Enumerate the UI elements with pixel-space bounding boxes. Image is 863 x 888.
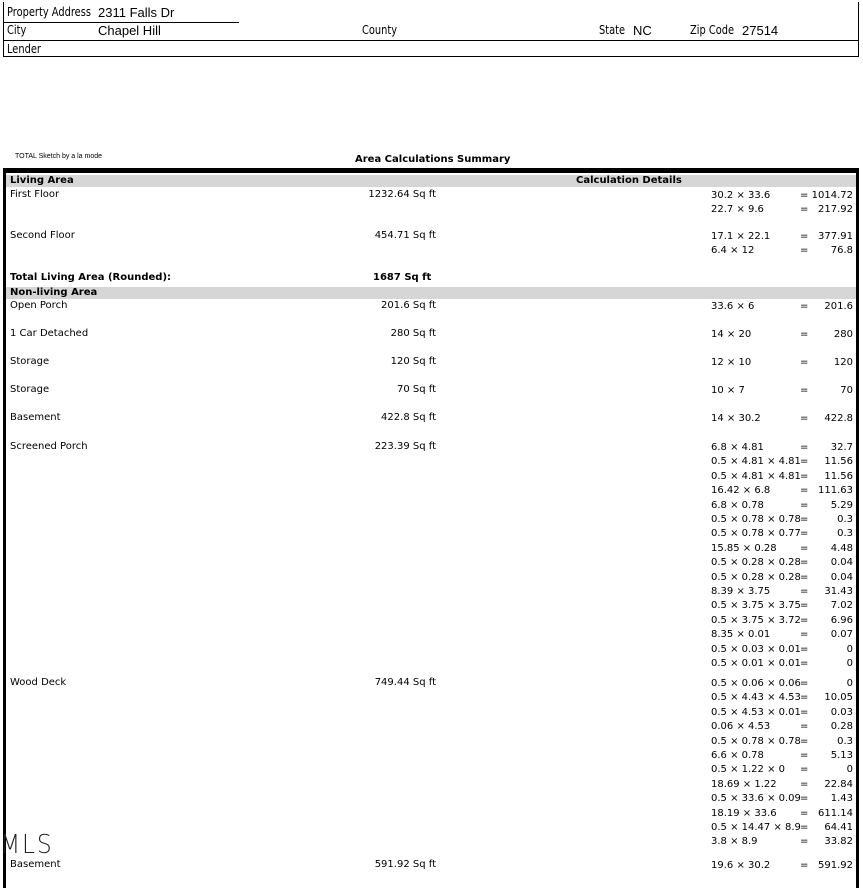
calc-expression: 12 × 10 — [711, 357, 752, 368]
summary-title: Area Calculations Summary — [355, 154, 511, 165]
calc-equals: = — [800, 735, 809, 747]
calc-details-header: Calculation Details — [576, 175, 682, 186]
zip-value: 27514 — [742, 23, 779, 38]
calc-result: 0 — [846, 658, 853, 669]
calc-expression: 0.5 × 4.81 × 4.81 — [711, 456, 801, 468]
calc-equals: = — [800, 456, 809, 468]
calc-expression: 0.5 × 0.78 × 0.77 — [711, 528, 801, 540]
county-label: County — [362, 23, 398, 37]
area-name: First Floor — [10, 189, 60, 200]
calc-equals: = — [800, 329, 809, 340]
calc-result: 0.04 — [830, 557, 853, 569]
calc-expression: 0.06 × 4.53 — [711, 721, 771, 733]
lender-label: Lender — [7, 42, 41, 56]
calc-expression: 6.4 × 12 — [711, 245, 755, 257]
area-name: Basement — [10, 859, 61, 870]
calc-equals: = — [800, 385, 809, 396]
area-name: Basement — [10, 412, 61, 423]
calc-result: 0.03 — [830, 706, 853, 718]
calc-expression: 19.6 × 30.2 — [711, 860, 771, 871]
calc-equals: = — [800, 357, 809, 368]
calc-equals: = — [800, 442, 809, 453]
calc-equals: = — [800, 807, 809, 819]
calc-equals: = — [800, 629, 809, 641]
calc-result: 111.63 — [818, 485, 853, 497]
state-value: NC — [633, 23, 652, 38]
zip-label: Zip Code — [690, 23, 735, 37]
calc-result: 6.96 — [830, 614, 853, 626]
calc-result: 33.82 — [824, 836, 853, 848]
address-row — [4, 4, 239, 23]
calc-result: 10.05 — [824, 692, 853, 704]
calc-expression: 0.5 × 4.81 × 4.81 — [711, 470, 801, 482]
address-label: Property Address — [7, 5, 91, 19]
calc-result: 0.04 — [830, 571, 853, 583]
calc-expression: 18.19 × 33.6 — [711, 807, 777, 819]
calc-result: 280 — [833, 329, 853, 340]
calc-expression: 0.5 × 33.6 × 0.09 — [711, 793, 801, 805]
calc-equals: = — [800, 528, 809, 540]
calc-equals: = — [800, 860, 809, 871]
calc-equals: = — [800, 413, 809, 424]
city-row — [4, 22, 858, 41]
calc-expression: 8.35 × 0.01 — [711, 629, 771, 641]
calc-equals: = — [800, 750, 809, 761]
area-value: 422.8 Sq ft — [381, 412, 436, 423]
area-value: 223.39 Sq ft — [374, 441, 436, 452]
city-label: City — [7, 23, 27, 37]
calc-equals: = — [800, 692, 809, 704]
calc-expression: 8.39 × 3.75 — [711, 586, 771, 597]
calc-result: 0 — [846, 643, 853, 655]
calc-equals: = — [800, 778, 809, 790]
calc-expression: 0.5 × 3.75 × 3.75 — [711, 600, 801, 612]
total-living-value: 1687 Sq ft — [373, 272, 432, 283]
area-value: 454.71 Sq ft — [374, 230, 436, 241]
calc-expression: 33.6 × 6 — [711, 301, 755, 312]
nonliving-area-header: Non-living Area — [10, 287, 98, 298]
area-name: Storage — [10, 384, 50, 395]
calc-expression: 0.5 × 0.28 × 0.28 — [711, 557, 801, 569]
calc-expression: 0.5 × 0.78 × 0.78 — [711, 735, 801, 747]
calc-result: 7.02 — [830, 600, 853, 612]
calc-expression: 6.6 × 0.78 — [711, 750, 764, 761]
calc-result: 11.56 — [824, 456, 853, 468]
calc-result: 422.8 — [824, 413, 853, 424]
calc-equals: = — [800, 571, 809, 583]
calc-expression: 0.5 × 0.28 × 0.28 — [711, 571, 801, 583]
area-name: Storage — [10, 356, 50, 367]
calc-expression: 3.8 × 8.9 — [711, 836, 758, 848]
calc-result: 0.3 — [837, 514, 853, 525]
calc-equals: = — [800, 586, 809, 597]
state-label: State — [599, 23, 626, 37]
calc-result: 32.7 — [830, 442, 853, 453]
calc-expression: 0.5 × 3.75 × 3.72 — [711, 614, 801, 626]
calc-equals: = — [800, 470, 809, 482]
calc-result: 1014.72 — [811, 190, 853, 201]
sketch-software-label: TOTAL Sketch by a la mode — [15, 153, 103, 160]
calc-equals: = — [800, 678, 809, 689]
calc-result: 22.84 — [824, 778, 853, 790]
calc-equals: = — [800, 301, 809, 312]
area-name: Open Porch — [10, 300, 68, 311]
area-value: 749.44 Sq ft — [374, 677, 436, 688]
calc-result: 4.48 — [830, 542, 853, 554]
property-info-box — [3, 2, 859, 57]
lender-row — [4, 41, 858, 59]
total-living-label: Total Living Area (Rounded): — [10, 272, 172, 283]
calc-expression: 0.5 × 4.43 × 4.53 — [711, 692, 801, 704]
calc-equals: = — [800, 485, 809, 497]
area-name: 1 Car Detached — [10, 328, 89, 339]
calc-expression: 16.42 × 6.8 — [711, 485, 771, 497]
calc-equals: = — [800, 614, 809, 626]
calc-equals: = — [800, 542, 809, 554]
area-value: 70 Sq ft — [396, 384, 436, 395]
address-value: 2311 Falls Dr — [98, 5, 175, 20]
calc-result: 31.43 — [824, 586, 853, 597]
calc-expression: 0.5 × 4.53 × 0.01 — [711, 706, 801, 718]
calc-equals: = — [800, 204, 809, 216]
calc-result: 217.92 — [818, 204, 853, 216]
living-area-band — [6, 175, 856, 187]
calc-result: 64.41 — [824, 822, 853, 833]
calc-expression: 0.5 × 0.78 × 0.78 — [711, 514, 801, 525]
calc-equals: = — [800, 231, 809, 242]
calc-result: 0.3 — [837, 735, 853, 747]
calc-expression: 10 × 7 — [711, 385, 745, 396]
calc-expression: 0.5 × 0.06 × 0.06 — [711, 678, 801, 689]
calc-result: 0.28 — [830, 721, 853, 733]
calc-equals: = — [800, 499, 809, 511]
calc-equals: = — [800, 836, 809, 848]
area-value: 1232.64 Sq ft — [368, 189, 436, 200]
calc-equals: = — [800, 600, 809, 612]
calc-expression: 14 × 30.2 — [711, 413, 761, 424]
calc-result: 5.29 — [830, 499, 853, 511]
calc-equals: = — [800, 793, 809, 805]
calc-expression: 17.1 × 22.1 — [711, 231, 771, 242]
calc-expression: 0.5 × 0.01 × 0.01 — [711, 658, 801, 669]
calc-result: 70 — [840, 385, 853, 396]
area-value: 591.92 Sq ft — [374, 859, 436, 870]
calc-expression: 0.5 × 14.47 × 8.9 — [711, 822, 801, 833]
calc-result: 5.13 — [830, 750, 853, 761]
calc-equals: = — [800, 706, 809, 718]
calc-result: 76.8 — [830, 245, 853, 257]
calc-expression: 0.5 × 0.03 × 0.01 — [711, 643, 801, 655]
calc-result: 120 — [833, 357, 853, 368]
calc-expression: 6.8 × 4.81 — [711, 442, 764, 453]
area-value: 201.6 Sq ft — [381, 300, 436, 311]
calc-result: 201.6 — [824, 301, 853, 312]
area-name: Wood Deck — [10, 677, 67, 688]
calc-expression: 0.5 × 1.22 × 0 — [711, 764, 786, 776]
calc-equals: = — [800, 643, 809, 655]
calc-result: 377.91 — [818, 231, 853, 242]
calc-expression: 30.2 × 33.6 — [711, 190, 771, 201]
calc-expression: 14 × 20 — [711, 329, 752, 340]
calc-equals: = — [800, 245, 809, 257]
calc-result: 0.3 — [837, 528, 853, 540]
calc-expression: 18.69 × 1.22 — [711, 778, 777, 790]
living-area-header: Living Area — [10, 175, 74, 186]
calc-equals: = — [800, 514, 809, 525]
calc-result: 591.92 — [818, 860, 853, 871]
mls-logo: MLS — [0, 830, 54, 860]
calc-equals: = — [800, 764, 809, 776]
calc-expression: 6.8 × 0.78 — [711, 499, 764, 511]
area-value: 120 Sq ft — [390, 356, 436, 367]
calc-result: 0 — [846, 764, 853, 776]
calc-result: 11.56 — [824, 470, 853, 482]
calc-equals: = — [800, 190, 809, 201]
calc-equals: = — [800, 658, 809, 669]
calc-equals: = — [800, 822, 809, 833]
calc-result: 1.43 — [830, 793, 853, 805]
calc-equals: = — [800, 721, 809, 733]
city-value: Chapel Hill — [98, 23, 161, 38]
nonliving-area-band — [6, 287, 856, 299]
calc-expression: 22.7 × 9.6 — [711, 204, 764, 216]
area-name: Screened Porch — [10, 441, 88, 452]
area-name: Second Floor — [10, 230, 75, 241]
calc-equals: = — [800, 557, 809, 569]
calc-expression: 15.85 × 0.28 — [711, 542, 777, 554]
calc-result: 0.07 — [830, 629, 853, 641]
area-value: 280 Sq ft — [390, 328, 436, 339]
calc-result: 0 — [846, 678, 853, 689]
calc-result: 611.14 — [818, 807, 853, 819]
